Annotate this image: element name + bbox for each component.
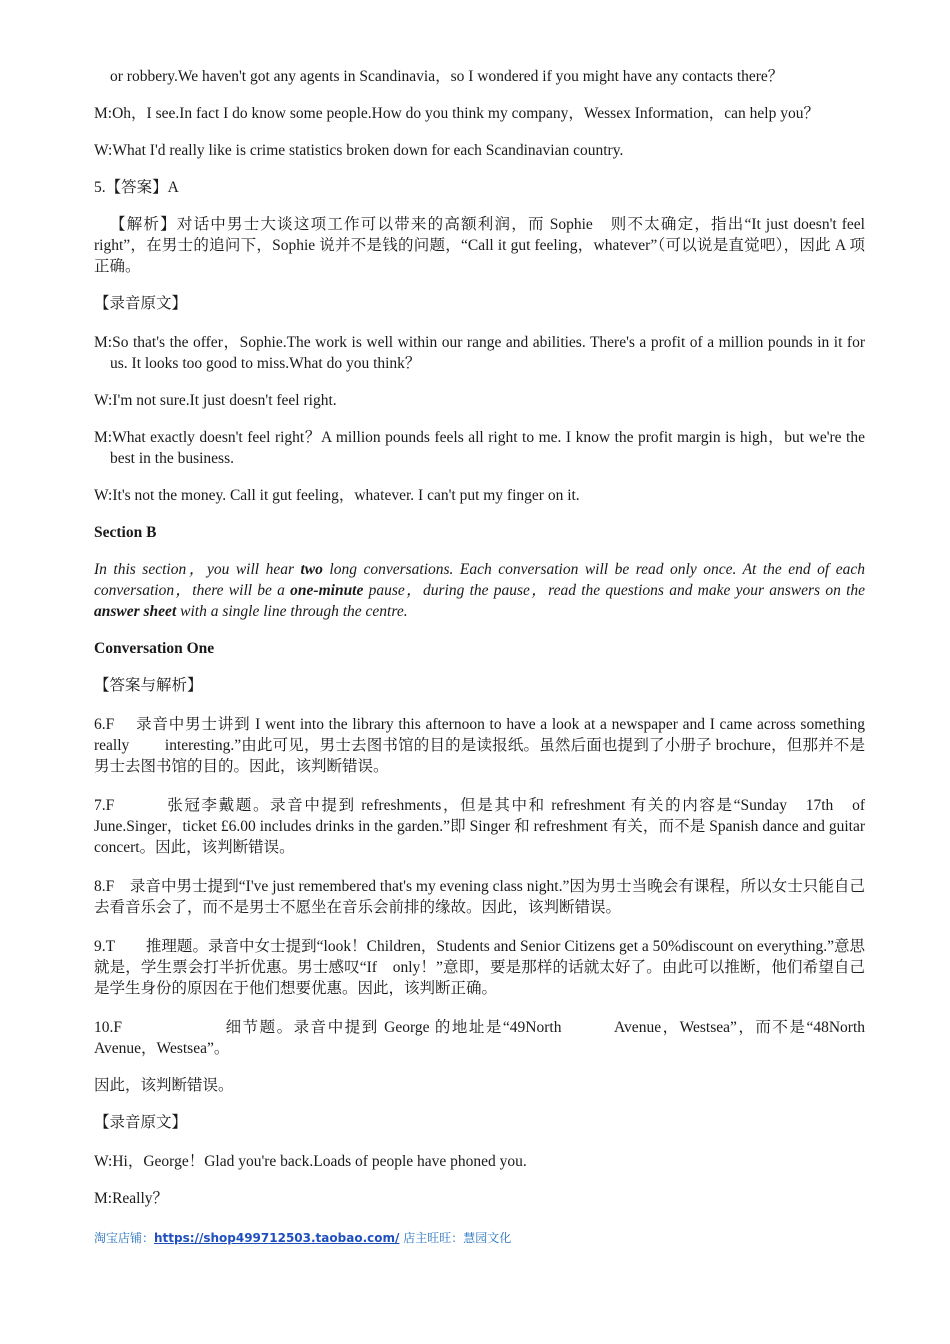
footer-prefix: 淘宝店铺： xyxy=(94,1231,155,1245)
conversation-heading: Conversation One xyxy=(94,640,215,657)
transcript-line: M:What exactly doesn't feel right？A million pounds feels all right to me. I know the profit margin is high，but we're the best in the business. xyxy=(94,429,865,467)
transcript-heading: 【录音原文】 xyxy=(94,295,188,312)
emphasis-two: two xyxy=(300,561,323,578)
conclusion-line: 因此，该判断错误。 xyxy=(94,1077,234,1094)
answer-heading: 5.【答案】A xyxy=(94,179,179,196)
emphasis-answer-sheet: answer sheet xyxy=(94,603,177,620)
transcript-line: W:I'm not sure.It just doesn't feel right. xyxy=(94,392,337,409)
answer-item: 7.F 张冠李戴题。录音中提到 refreshments，但是其中和 refreshment 有关的内容是“Sunday 17th of June.Singer，ticket £6.00 includes drinks in the garden.”即 Singer 和 refreshment 有关，而不是 Spanish dance and guitar concert。因此，该判断错误。 xyxy=(94,797,865,856)
shop-link[interactable]: https://shop499712503.taobao.com/ xyxy=(154,1231,400,1245)
transcript-line: M:Oh，I see.In fact I do know some people.How do you think my company，Wessex Information，can help you？ xyxy=(94,105,819,122)
answer-item: 6.F 录音中男士讲到 I went into the library this afternoon to have a look at a newspaper and I came across something really interesting.”由此可见，男士去图书馆的目的是读报纸。虽然后面也提到了小册子 brochure，但那并不是男士去图书馆的目的。因此，该判断错误。 xyxy=(94,716,900,775)
transcript-line: W:It's not the money. Call it gut feeling，whatever. I can't put my finger on it. xyxy=(94,487,580,504)
section-heading: Section B xyxy=(94,524,157,541)
transcript-line: W:Hi，George！Glad you're back.Loads of people have phoned you. xyxy=(94,1153,527,1170)
answer-item: 9.T 推理题。录音中女士提到“look！Children，Students and Senior Citizens get a 50%discount on everything.”意思就是，学生票会打半折优惠。男士感叹“If only！”意即，要是那样的话就太好了。由此可以推断，他们希望自己是学生身份的原因在于他们想要优惠。因此，该判断正确。 xyxy=(94,938,865,997)
footer-suffix: 店主旺旺：慧园文化 xyxy=(399,1231,512,1245)
answer-item: 10.F 细节题。录音中提到 George 的地址是“49North Avenue，Westsea”，而不是“48North Avenue，Westsea”。 xyxy=(94,1019,865,1057)
answer-item: 8.F 录音中男士提到“I've just remembered that's my evening class night.”因为男士当晚会有课程，所以女士只能自己去看音乐会了，而不是男士不愿坐在音乐会前排的缘故。因此，该判断错误。 xyxy=(94,878,865,916)
transcript-line: W:What I'd really like is crime statistics broken down for each Scandinavian country. xyxy=(94,142,624,159)
answers-heading: 【答案与解析】 xyxy=(94,677,203,694)
document-page xyxy=(94,66,900,1209)
transcript-heading: 【录音原文】 xyxy=(94,1114,188,1131)
analysis-paragraph: 【解析】对话中男士大谈这项工作可以带来的高额利润，而 Sophie 则不太确定，指出“It just doesn't feel right”，在男士的追问下，Sophie 说并不是钱的问题，“Call it gut feeling，whatever”（可以说是直觉吧），因此 A 项正确。 xyxy=(94,216,865,275)
section-instructions: In this section，you will hear two long conversations. Each conversation will be read only once. At the end of each conversation，there will be a one-minute pause，during the pause，read the questions and make your answers on the answer sheet with a single line through the centre. xyxy=(94,561,865,620)
transcript-line: M:So that's the offer，Sophie.The work is well within our range and abilities. There's a profit of a million pounds in it for us. It looks too good to miss.What do you think？ xyxy=(94,334,865,372)
transcript-line: or robbery.We haven't got any agents in Scandinavia，so I wondered if you might have any contacts there？ xyxy=(110,68,784,85)
transcript-line: M:Really？ xyxy=(94,1190,169,1207)
emphasis-one-minute: one-minute xyxy=(290,582,364,599)
footer xyxy=(94,1230,511,1246)
